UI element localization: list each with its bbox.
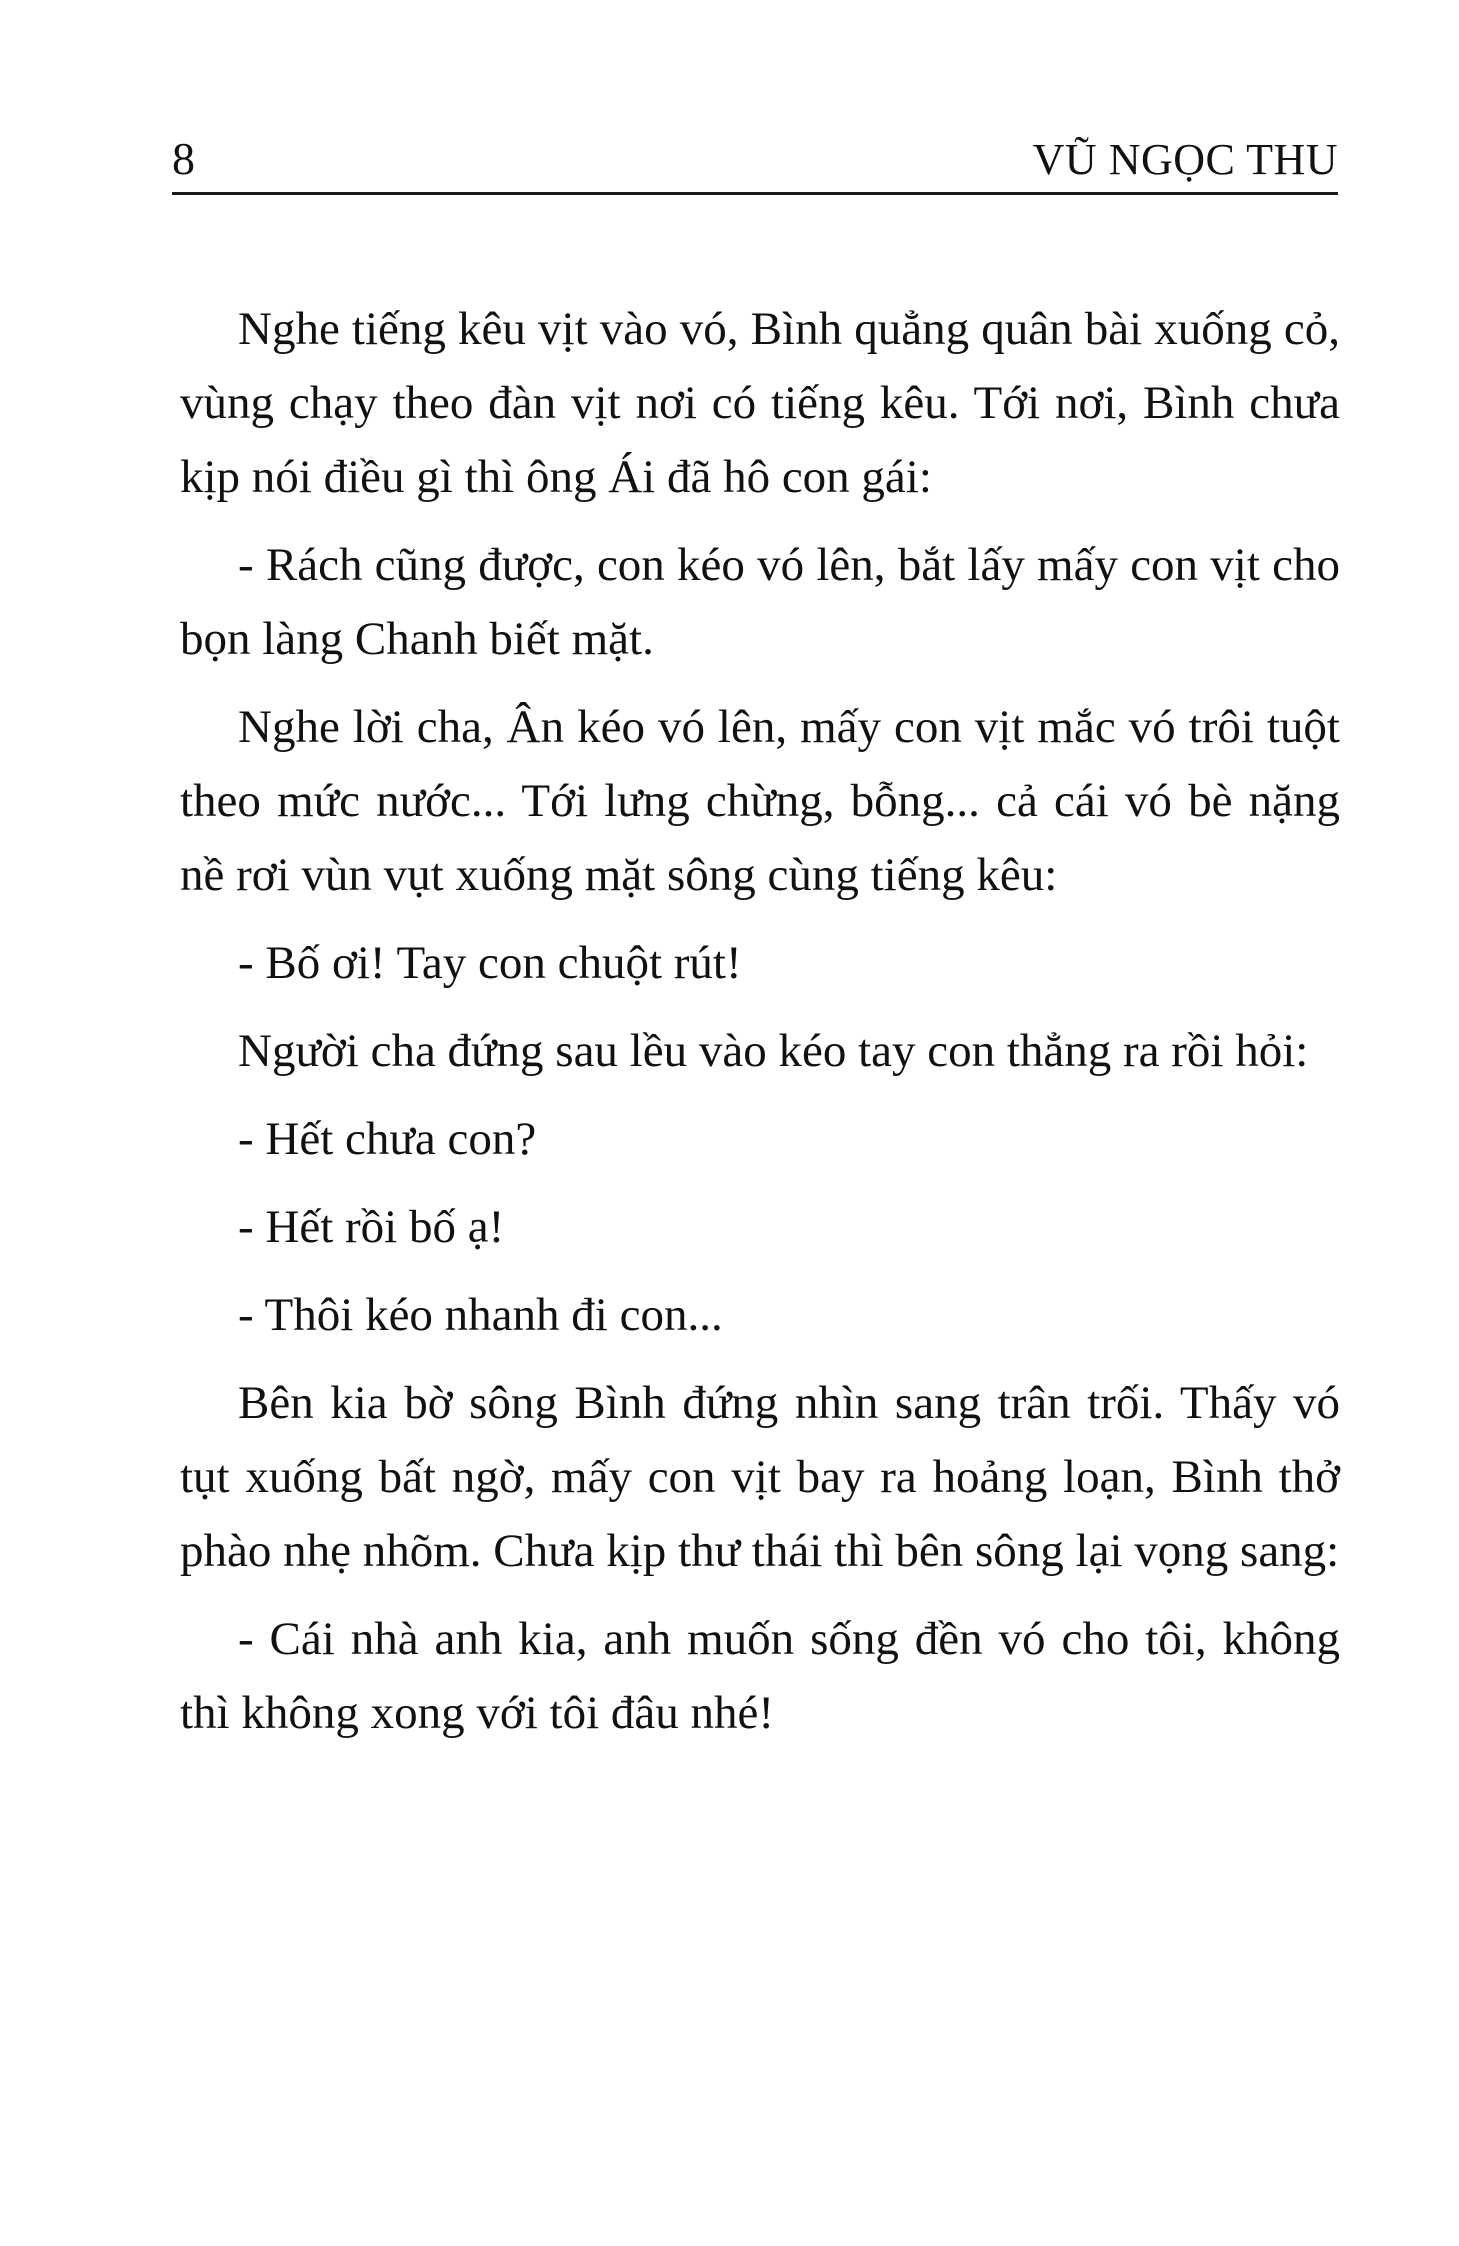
dialogue-line: - Cái nhà anh kia, anh muốn sống đền vó cho tôi, không thì không xong với tôi đâu nhé! (180, 1613, 1340, 1739)
page-number: 8 (172, 133, 195, 184)
paragraph: Người cha đứng sau lều vào kéo tay con thẳng ra rồi hỏi: (238, 1025, 1309, 1077)
paragraph: Bên kia bờ sông Bình đứng nhìn sang trân trối. Thấy vó tụt xuống bất ngờ, mấy con vịt bay ra hoảng loạn, Bình thở phào nhẹ nhõm. Chưa kịp thư thái thì bên sông lại vọng sang: (180, 1377, 1340, 1577)
paragraph: Nghe tiếng kêu vịt vào vó, Bình quẳng quân bài xuống cỏ, vùng chạy theo đàn vịt nơi có tiếng kêu. Tới nơi, Bình chưa kịp nói điều gì thì ông Ái đã hô con gái: (180, 303, 1340, 503)
dialogue-line: - Hết rồi bố ạ! (238, 1201, 505, 1253)
body-text (180, 292, 1340, 1764)
page-header (172, 128, 1338, 195)
running-title: VŨ NGỌC THU (1032, 135, 1338, 184)
dialogue-line: - Rách cũng được, con kéo vó lên, bắt lấy mấy con vịt cho bọn làng Chanh biết mặt. (180, 539, 1340, 665)
paragraph: Nghe lời cha, Ân kéo vó lên, mấy con vịt mắc vó trôi tuột theo mức nước... Tới lưng chừng, bỗng... cả cái vó bè nặng nề rơi vùn vụt xuống mặt sông cùng tiếng kêu: (180, 701, 1340, 901)
dialogue-line: - Thôi kéo nhanh đi con... (238, 1289, 723, 1341)
dialogue-line: - Hết chưa con? (238, 1113, 537, 1165)
dialogue-line: - Bố ơi! Tay con chuột rút! (238, 937, 742, 989)
